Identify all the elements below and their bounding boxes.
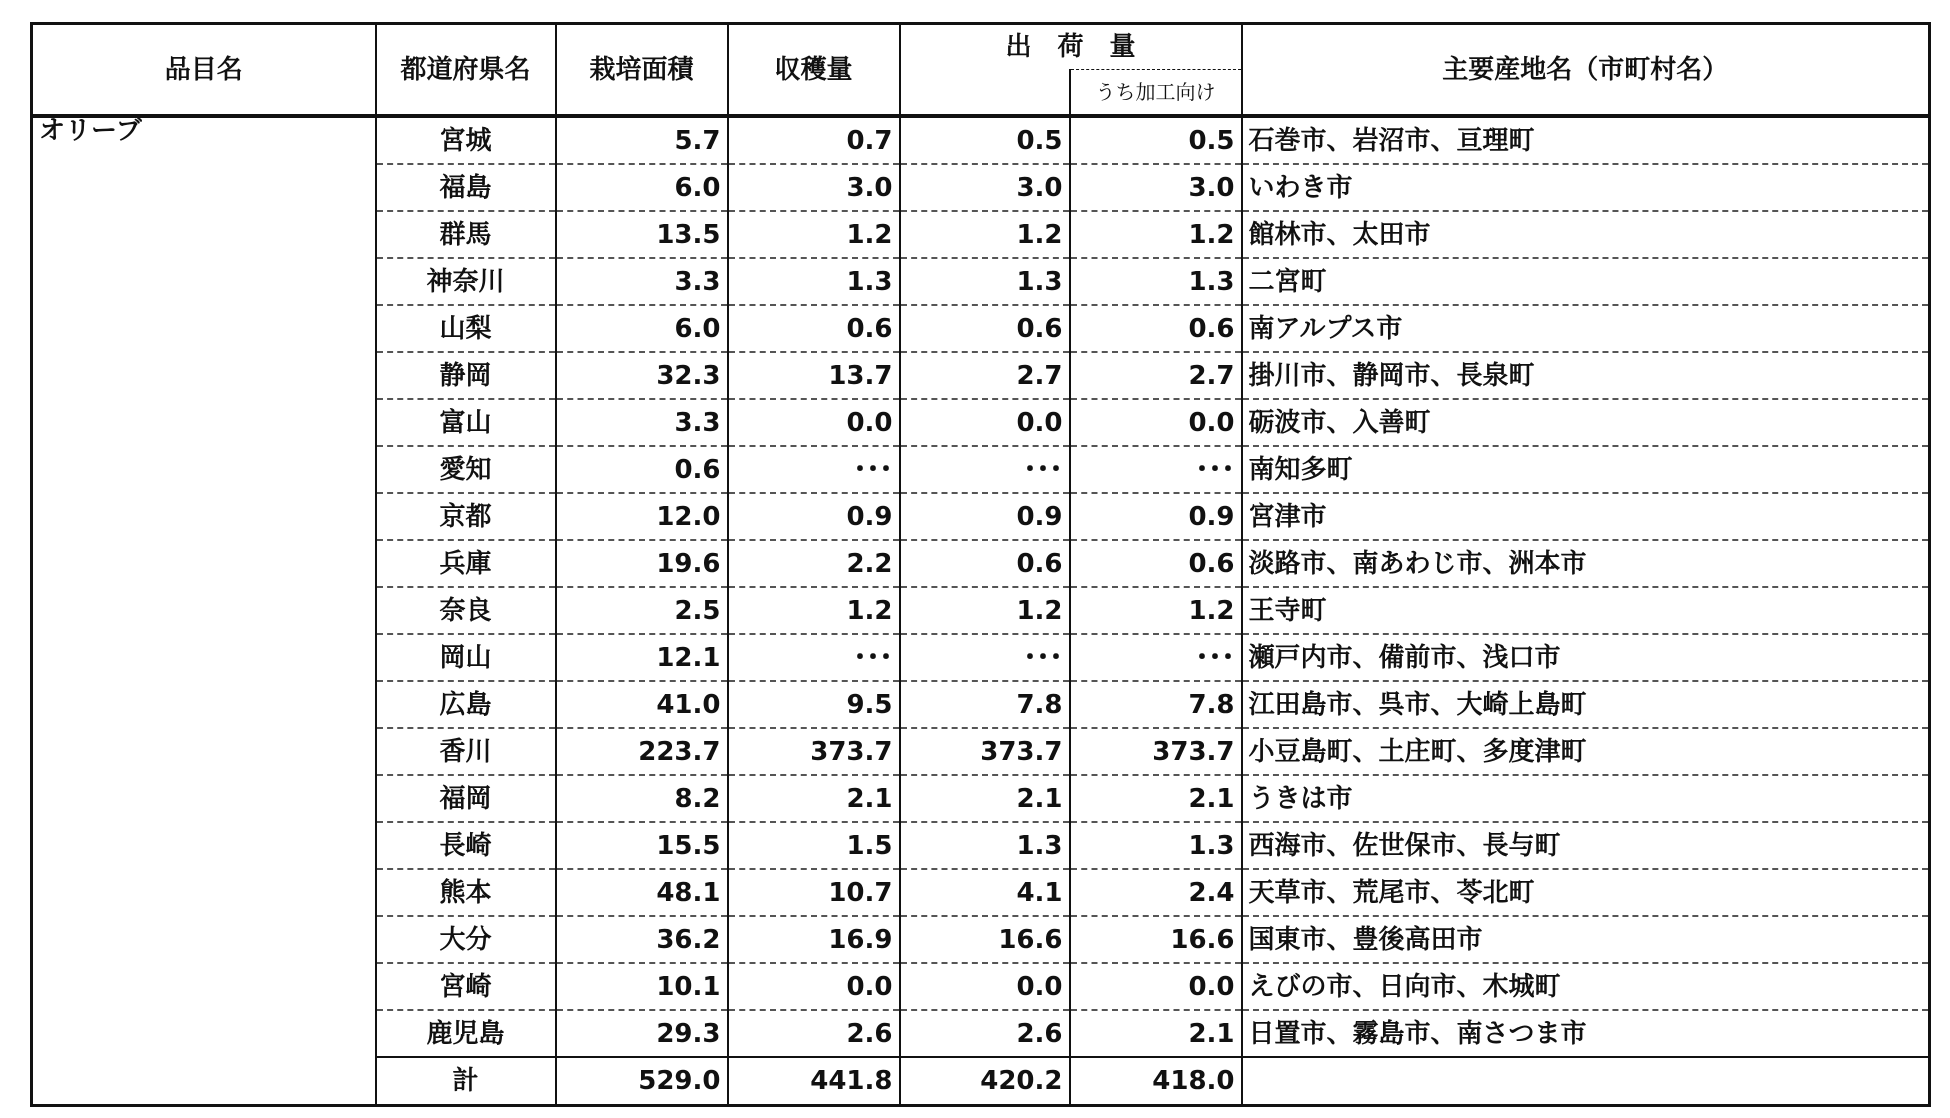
area-cell: 29.3 — [556, 1010, 728, 1057]
processing-cell: 16.6 — [1070, 916, 1242, 963]
shipment-cell: 7.8 — [900, 681, 1070, 728]
area-cell: 6.0 — [556, 305, 728, 352]
shipment-cell: 373.7 — [900, 728, 1070, 775]
processing-cell: 0.6 — [1070, 540, 1242, 587]
places-cell: 南知多町 — [1242, 446, 1930, 493]
harvest-cell: 1.2 — [728, 587, 900, 634]
shipment-cell: 0.6 — [900, 305, 1070, 352]
shipment-cell: 1.3 — [900, 822, 1070, 869]
places-cell: 天草市、荒尾市、苓北町 — [1242, 869, 1930, 916]
places-cell: 瀬戸内市、備前市、浅口市 — [1242, 634, 1930, 681]
shipment-cell: 1.2 — [900, 587, 1070, 634]
processing-cell: 3.0 — [1070, 164, 1242, 211]
shipment-cell: 0.0 — [900, 963, 1070, 1010]
harvest-cell: 3.0 — [728, 164, 900, 211]
area-cell: 5.7 — [556, 116, 728, 164]
shipment-cell: 0.0 — [900, 399, 1070, 446]
shipment-cell: 1.2 — [900, 211, 1070, 258]
total-label: 計 — [376, 1057, 556, 1106]
places-cell: 国東市、豊後高田市 — [1242, 916, 1930, 963]
shipment-cell: 16.6 — [900, 916, 1070, 963]
prefecture-cell: 熊本 — [376, 869, 556, 916]
places-cell: 館林市、太田市 — [1242, 211, 1930, 258]
processing-cell: 1.2 — [1070, 587, 1242, 634]
harvest-cell: 1.2 — [728, 211, 900, 258]
processing-cell: 2.7 — [1070, 352, 1242, 399]
header-prefecture: 都道府県名 — [376, 24, 556, 117]
places-cell: 二宮町 — [1242, 258, 1930, 305]
places-cell: 江田島市、呉市、大崎上島町 — [1242, 681, 1930, 728]
table-body — [32, 116, 1930, 1106]
places-cell: 小豆島町、土庄町、多度津町 — [1242, 728, 1930, 775]
harvest-cell: 1.5 — [728, 822, 900, 869]
table-header — [32, 24, 1930, 117]
places-cell: 西海市、佐世保市、長与町 — [1242, 822, 1930, 869]
area-cell: 223.7 — [556, 728, 728, 775]
harvest-cell: 16.9 — [728, 916, 900, 963]
crop-statistics-table — [30, 22, 1931, 1107]
shipment-cell: 2.1 — [900, 775, 1070, 822]
places-cell: 淡路市、南あわじ市、洲本市 — [1242, 540, 1930, 587]
prefecture-cell: 広島 — [376, 681, 556, 728]
area-cell: 0.6 — [556, 446, 728, 493]
prefecture-cell: 福岡 — [376, 775, 556, 822]
harvest-cell: 0.0 — [728, 963, 900, 1010]
total-harvest: 441.8 — [728, 1057, 900, 1106]
prefecture-cell: 大分 — [376, 916, 556, 963]
total-processing: 418.0 — [1070, 1057, 1242, 1106]
harvest-cell: 0.0 — [728, 399, 900, 446]
prefecture-cell: 富山 — [376, 399, 556, 446]
shipment-cell: 4.1 — [900, 869, 1070, 916]
shipment-cell: 2.6 — [900, 1010, 1070, 1057]
header-shipment-blank — [900, 70, 1070, 117]
harvest-cell: ･･･ — [728, 634, 900, 681]
area-cell: 6.0 — [556, 164, 728, 211]
area-cell: 36.2 — [556, 916, 728, 963]
prefecture-cell: 鹿児島 — [376, 1010, 556, 1057]
processing-cell: 1.2 — [1070, 211, 1242, 258]
area-cell: 48.1 — [556, 869, 728, 916]
harvest-cell: 2.1 — [728, 775, 900, 822]
shipment-cell: 0.9 — [900, 493, 1070, 540]
places-cell: 掛川市、静岡市、長泉町 — [1242, 352, 1930, 399]
prefecture-cell: 宮城 — [376, 116, 556, 164]
processing-cell: 0.0 — [1070, 963, 1242, 1010]
area-cell: 8.2 — [556, 775, 728, 822]
processing-cell: 1.3 — [1070, 822, 1242, 869]
prefecture-cell: 香川 — [376, 728, 556, 775]
header-shipment: 出 荷 量 — [900, 24, 1242, 70]
shipment-cell: 3.0 — [900, 164, 1070, 211]
header-harvest: 収穫量 — [728, 24, 900, 117]
places-cell: 宮津市 — [1242, 493, 1930, 540]
header-area: 栽培面積 — [556, 24, 728, 117]
processing-cell: 2.1 — [1070, 1010, 1242, 1057]
prefecture-cell: 神奈川 — [376, 258, 556, 305]
processing-cell: ･･･ — [1070, 446, 1242, 493]
area-cell: 10.1 — [556, 963, 728, 1010]
processing-cell: 7.8 — [1070, 681, 1242, 728]
places-cell: 石巻市、岩沼市、亘理町 — [1242, 116, 1930, 164]
harvest-cell: 0.6 — [728, 305, 900, 352]
places-cell: 日置市、霧島市、南さつま市 — [1242, 1010, 1930, 1057]
shipment-cell: 0.5 — [900, 116, 1070, 164]
total-area: 529.0 — [556, 1057, 728, 1106]
prefecture-cell: 奈良 — [376, 587, 556, 634]
prefecture-cell: 山梨 — [376, 305, 556, 352]
prefecture-cell: 群馬 — [376, 211, 556, 258]
processing-cell: 0.6 — [1070, 305, 1242, 352]
harvest-cell: 2.2 — [728, 540, 900, 587]
harvest-cell: 10.7 — [728, 869, 900, 916]
harvest-cell: ･･･ — [728, 446, 900, 493]
places-cell: 砺波市、入善町 — [1242, 399, 1930, 446]
processing-cell: 0.0 — [1070, 399, 1242, 446]
shipment-cell: ･･･ — [900, 634, 1070, 681]
places-cell: 王寺町 — [1242, 587, 1930, 634]
prefecture-cell: 長崎 — [376, 822, 556, 869]
processing-cell: 0.5 — [1070, 116, 1242, 164]
prefecture-cell: 岡山 — [376, 634, 556, 681]
processing-cell: ･･･ — [1070, 634, 1242, 681]
area-cell: 13.5 — [556, 211, 728, 258]
shipment-cell: 0.6 — [900, 540, 1070, 587]
total-shipment: 420.2 — [900, 1057, 1070, 1106]
harvest-cell: 0.9 — [728, 493, 900, 540]
area-cell: 19.6 — [556, 540, 728, 587]
prefecture-cell: 京都 — [376, 493, 556, 540]
harvest-cell: 9.5 — [728, 681, 900, 728]
area-cell: 32.3 — [556, 352, 728, 399]
prefecture-cell: 愛知 — [376, 446, 556, 493]
processing-cell: 0.9 — [1070, 493, 1242, 540]
harvest-cell: 2.6 — [728, 1010, 900, 1057]
prefecture-cell: 静岡 — [376, 352, 556, 399]
harvest-cell: 1.3 — [728, 258, 900, 305]
area-cell: 2.5 — [556, 587, 728, 634]
total-places-empty — [1242, 1057, 1930, 1106]
shipment-cell: 1.3 — [900, 258, 1070, 305]
shipment-cell: ･･･ — [900, 446, 1070, 493]
harvest-cell: 13.7 — [728, 352, 900, 399]
area-cell: 15.5 — [556, 822, 728, 869]
places-cell: うきは市 — [1242, 775, 1930, 822]
places-cell: いわき市 — [1242, 164, 1930, 211]
shipment-cell: 2.7 — [900, 352, 1070, 399]
prefecture-cell: 兵庫 — [376, 540, 556, 587]
processing-cell: 1.3 — [1070, 258, 1242, 305]
area-cell: 3.3 — [556, 258, 728, 305]
area-cell: 12.1 — [556, 634, 728, 681]
prefecture-cell: 福島 — [376, 164, 556, 211]
harvest-cell: 373.7 — [728, 728, 900, 775]
prefecture-cell: 宮崎 — [376, 963, 556, 1010]
area-cell: 3.3 — [556, 399, 728, 446]
processing-cell: 373.7 — [1070, 728, 1242, 775]
area-cell: 12.0 — [556, 493, 728, 540]
table-row — [32, 116, 1930, 164]
header-places: 主要産地名（市町村名） — [1242, 24, 1930, 117]
header-item: 品目名 — [32, 24, 376, 117]
processing-cell: 2.1 — [1070, 775, 1242, 822]
places-cell: 南アルプス市 — [1242, 305, 1930, 352]
places-cell: えびの市、日向市、木城町 — [1242, 963, 1930, 1010]
processing-cell: 2.4 — [1070, 869, 1242, 916]
area-cell: 41.0 — [556, 681, 728, 728]
header-processing: うち加工向け — [1070, 70, 1242, 117]
item-name-cell: オリーブ — [32, 116, 376, 1106]
harvest-cell: 0.7 — [728, 116, 900, 164]
